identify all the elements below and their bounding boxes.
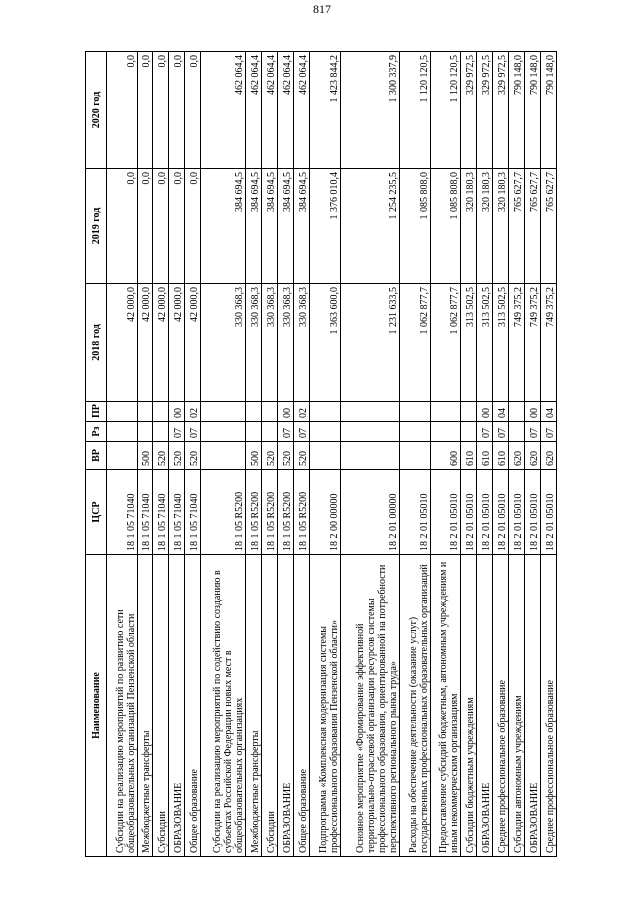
header-vr: ВР: [86, 442, 107, 470]
table-row: [137, 52, 153, 857]
table-row: [185, 52, 201, 857]
cell-rz: [262, 422, 278, 442]
header-2020: 2020 год: [86, 52, 107, 169]
cell-csr: 18 2 01 05010: [400, 470, 431, 555]
cell-pr: [107, 402, 138, 422]
cell-vr: 610: [477, 442, 493, 470]
cell-pr: 02: [294, 402, 310, 422]
cell-2019: 765 627,7: [524, 169, 540, 284]
cell-pr: [153, 402, 169, 422]
cell-vr: 620: [509, 442, 525, 470]
rotated-table-container: [85, 52, 557, 857]
cell-2018: 330 368,3: [262, 284, 278, 402]
table-row: [262, 52, 278, 857]
cell-2020: 462 064,4: [278, 52, 294, 169]
table-row: [400, 52, 431, 857]
cell-2020: 0,0: [137, 52, 153, 169]
cell-name: Субсидии: [153, 555, 169, 857]
cell-2019: 384 694,5: [201, 169, 246, 284]
cell-2020: 329 972,5: [461, 52, 477, 169]
cell-2018: 330 368,3: [278, 284, 294, 402]
cell-name: Субсидии: [262, 555, 278, 857]
cell-csr: 18 2 01 05010: [540, 470, 556, 555]
cell-2019: 0,0: [185, 169, 201, 284]
cell-2018: 330 368,3: [201, 284, 246, 402]
cell-2019: 0,0: [169, 169, 185, 284]
cell-2018: 313 502,5: [461, 284, 477, 402]
cell-vr: 520: [185, 442, 201, 470]
cell-rz: 07: [540, 422, 556, 442]
cell-rz: 07: [493, 422, 509, 442]
cell-rz: [461, 422, 477, 442]
cell-pr: [400, 402, 431, 422]
cell-vr: 600: [430, 442, 461, 470]
cell-2019: 1 254 235,5: [340, 169, 400, 284]
table-row: [477, 52, 493, 857]
cell-2018: 42 000,0: [107, 284, 138, 402]
budget-table: [85, 51, 557, 857]
cell-name: Среднее профессиональное образование: [493, 555, 509, 857]
table-row: [493, 52, 509, 857]
cell-vr: [310, 442, 341, 470]
cell-vr: 620: [524, 442, 540, 470]
cell-2020: 1 120 120,5: [400, 52, 431, 169]
cell-name: Основное мероприятие «Формирование эффективной территориально-отраслевой организации ресурсов системы профессионального образования, ориентированной на потребности перспективного регионального рынка труда»: [340, 555, 400, 857]
cell-2018: 749 375,2: [509, 284, 525, 402]
cell-vr: 620: [540, 442, 556, 470]
table-row: [430, 52, 461, 857]
cell-rz: [107, 422, 138, 442]
cell-2018: 42 000,0: [137, 284, 153, 402]
cell-name: Субсидии на реализацию мероприятий по содействию созданию в субъектах Российской Федерации новых мест в общеобразовательных организациях: [201, 555, 246, 857]
cell-rz: 07: [477, 422, 493, 442]
header-2019: 2019 год: [86, 169, 107, 284]
cell-pr: [201, 402, 246, 422]
cell-pr: [509, 402, 525, 422]
cell-name: Общее образование: [185, 555, 201, 857]
cell-2020: 790 148,0: [509, 52, 525, 169]
cell-rz: [137, 422, 153, 442]
cell-pr: 04: [493, 402, 509, 422]
cell-name: ОБРАЗОВАНИЕ: [477, 555, 493, 857]
cell-csr: 18 2 01 05010: [524, 470, 540, 555]
cell-2020: 0,0: [185, 52, 201, 169]
cell-name: Субсидии автономным учреждениям: [509, 555, 525, 857]
cell-name: Общее образование: [294, 555, 310, 857]
cell-pr: 04: [540, 402, 556, 422]
cell-name: Межбюджетные трансферты: [137, 555, 153, 857]
cell-vr: 610: [461, 442, 477, 470]
cell-vr: 520: [169, 442, 185, 470]
cell-name: Субсидии бюджетным учреждениям: [461, 555, 477, 857]
cell-2019: 384 694,5: [246, 169, 262, 284]
cell-2019: 384 694,5: [294, 169, 310, 284]
cell-2020: 329 972,5: [477, 52, 493, 169]
cell-2020: 462 064,4: [246, 52, 262, 169]
cell-vr: [340, 442, 400, 470]
cell-csr: 18 1 05 71040: [137, 470, 153, 555]
cell-2019: 320 180,3: [477, 169, 493, 284]
header-rz: Рз: [86, 422, 107, 442]
cell-rz: 07: [294, 422, 310, 442]
cell-2020: 462 064,4: [262, 52, 278, 169]
cell-pr: 00: [524, 402, 540, 422]
cell-vr: 500: [246, 442, 262, 470]
cell-2019: 1 085 808,0: [430, 169, 461, 284]
header-pr: ПР: [86, 402, 107, 422]
cell-2020: 1 423 844,2: [310, 52, 341, 169]
cell-vr: 500: [137, 442, 153, 470]
cell-2018: 313 502,5: [493, 284, 509, 402]
cell-2018: 1 363 600,0: [310, 284, 341, 402]
cell-pr: [137, 402, 153, 422]
cell-vr: 610: [493, 442, 509, 470]
cell-vr: 520: [294, 442, 310, 470]
table-row: [201, 52, 246, 857]
cell-2020: 0,0: [153, 52, 169, 169]
cell-csr: 18 2 01 05010: [430, 470, 461, 555]
table-row: [294, 52, 310, 857]
table-row: [153, 52, 169, 857]
cell-csr: 18 1 05 R5200: [262, 470, 278, 555]
table-body: [107, 52, 557, 857]
cell-csr: 18 2 01 05010: [493, 470, 509, 555]
cell-2020: 790 148,0: [524, 52, 540, 169]
cell-vr: [107, 442, 138, 470]
cell-2019: 320 180,3: [461, 169, 477, 284]
cell-2019: 0,0: [137, 169, 153, 284]
cell-rz: [246, 422, 262, 442]
cell-2019: 0,0: [107, 169, 138, 284]
cell-rz: [430, 422, 461, 442]
cell-2018: 42 000,0: [153, 284, 169, 402]
cell-csr: 18 2 01 05010: [461, 470, 477, 555]
cell-pr: [461, 402, 477, 422]
table-row: [107, 52, 138, 857]
cell-2020: 790 148,0: [540, 52, 556, 169]
cell-csr: 18 2 01 05010: [477, 470, 493, 555]
cell-2018: 1 231 633,5: [340, 284, 400, 402]
cell-vr: [201, 442, 246, 470]
cell-vr: [400, 442, 431, 470]
cell-csr: 18 1 05 71040: [169, 470, 185, 555]
cell-csr: 18 2 01 05010: [509, 470, 525, 555]
cell-csr: 18 1 05 71040: [153, 470, 169, 555]
cell-2020: 1 300 337,9: [340, 52, 400, 169]
cell-2020: 1 120 120,5: [430, 52, 461, 169]
table-row: [340, 52, 400, 857]
cell-csr: 18 1 05 71040: [185, 470, 201, 555]
cell-rz: [509, 422, 525, 442]
cell-2019: 1 376 010,4: [310, 169, 341, 284]
cell-csr: 18 1 05 R5200: [278, 470, 294, 555]
cell-name: ОБРАЗОВАНИЕ: [278, 555, 294, 857]
cell-csr: 18 1 05 71040: [107, 470, 138, 555]
cell-2018: 330 368,3: [246, 284, 262, 402]
cell-pr: [262, 402, 278, 422]
page-number-text: 817: [313, 2, 331, 16]
table-row: [278, 52, 294, 857]
cell-2019: 384 694,5: [262, 169, 278, 284]
cell-rz: [153, 422, 169, 442]
table-header-row: [86, 52, 107, 857]
cell-name: Межбюджетные трансферты: [246, 555, 262, 857]
cell-pr: [310, 402, 341, 422]
cell-csr: 18 1 05 R5200: [246, 470, 262, 555]
cell-rz: 07: [169, 422, 185, 442]
cell-2019: 765 627,7: [509, 169, 525, 284]
cell-2018: 42 000,0: [185, 284, 201, 402]
cell-2019: 320 180,3: [493, 169, 509, 284]
cell-csr: 18 2 01 00000: [340, 470, 400, 555]
cell-pr: 02: [185, 402, 201, 422]
cell-pr: 00: [169, 402, 185, 422]
cell-name: ОБРАЗОВАНИЕ: [524, 555, 540, 857]
page-number: [0, 2, 640, 20]
cell-name: ОБРАЗОВАНИЕ: [169, 555, 185, 857]
cell-rz: [400, 422, 431, 442]
cell-2018: 42 000,0: [169, 284, 185, 402]
cell-2020: 0,0: [169, 52, 185, 169]
cell-2018: 313 502,5: [477, 284, 493, 402]
cell-rz: 07: [278, 422, 294, 442]
table-row: [524, 52, 540, 857]
cell-vr: 520: [278, 442, 294, 470]
header-csr: ЦСР: [86, 470, 107, 555]
cell-pr: [246, 402, 262, 422]
cell-2018: 330 368,3: [294, 284, 310, 402]
cell-rz: [310, 422, 341, 442]
table-row: [461, 52, 477, 857]
cell-2020: 0,0: [107, 52, 138, 169]
table-row: [169, 52, 185, 857]
cell-vr: 520: [262, 442, 278, 470]
cell-csr: 18 2 00 00000: [310, 470, 341, 555]
cell-pr: [430, 402, 461, 422]
cell-2018: 749 375,2: [524, 284, 540, 402]
cell-2018: 1 062 877,7: [400, 284, 431, 402]
cell-name: Субсидии на реализацию мероприятий по развитию сети общеобразовательных организаций Пензенской области: [107, 555, 138, 857]
table-row: [246, 52, 262, 857]
cell-rz: 07: [185, 422, 201, 442]
cell-2020: 329 972,5: [493, 52, 509, 169]
cell-name: Предоставление субсидий бюджетным, автономным учреждениям и иным некоммерческим организациям: [430, 555, 461, 857]
cell-name: Подпрограмма «Комплексная модернизация системы профессионального образования Пензенской области»: [310, 555, 341, 857]
cell-pr: 00: [278, 402, 294, 422]
cell-pr: [340, 402, 400, 422]
header-name: Наименование: [86, 555, 107, 857]
header-2018: 2018 год: [86, 284, 107, 402]
cell-2019: 384 694,5: [278, 169, 294, 284]
cell-rz: [201, 422, 246, 442]
cell-pr: 00: [477, 402, 493, 422]
cell-2019: 1 085 808,0: [400, 169, 431, 284]
cell-2020: 462 064,4: [294, 52, 310, 169]
table-row: [310, 52, 341, 857]
cell-2019: 0,0: [153, 169, 169, 284]
cell-2020: 462 064,4: [201, 52, 246, 169]
cell-name: Среднее профессиональное образование: [540, 555, 556, 857]
cell-rz: [340, 422, 400, 442]
cell-vr: 520: [153, 442, 169, 470]
cell-2019: 765 627,7: [540, 169, 556, 284]
table-row: [509, 52, 525, 857]
cell-2018: 749 375,2: [540, 284, 556, 402]
cell-csr: 18 1 05 R5200: [294, 470, 310, 555]
cell-2018: 1 062 877,7: [430, 284, 461, 402]
cell-rz: 07: [524, 422, 540, 442]
cell-csr: 18 1 05 R5200: [201, 470, 246, 555]
table-row: [540, 52, 556, 857]
cell-name: Расходы на обеспечение деятельности (оказание услуг) государственных профессиональных образовательных организаций: [400, 555, 431, 857]
